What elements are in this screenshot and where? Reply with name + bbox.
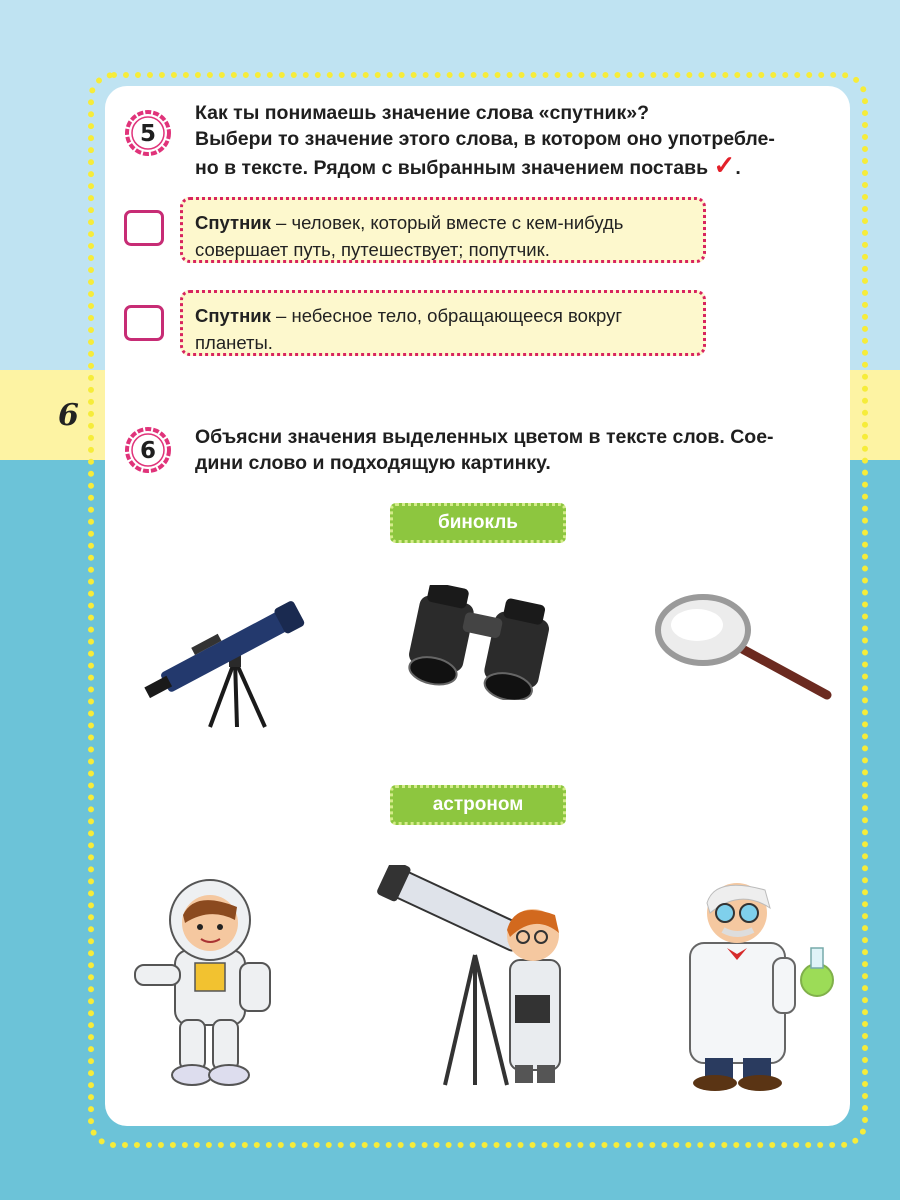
number-badge-icon [123,108,173,158]
task-6-number: 6 [139,438,157,464]
option-1-term: Спутник [195,212,271,233]
astronomer-icon [375,865,575,1090]
task-5-line-3: но в тексте. Рядом с выбранным значением поставь ✓. [195,150,741,180]
task-5-number: 5 [139,121,157,147]
astronaut-icon [125,875,290,1090]
task-6-question [195,424,845,476]
telescope-picture[interactable] [125,585,310,730]
task-6-line-2: дини слово и подходящую картинку. [195,452,551,474]
option-1-checkbox[interactable] [124,210,164,246]
astronomer-picture[interactable] [375,865,575,1090]
option-2-checkbox[interactable] [124,305,164,341]
checkmark-icon: ✓ [713,150,736,180]
astronaut-picture[interactable] [125,875,290,1090]
option-1-definition: Спутник – человек, который вместе с кем-нибудь совершает путь, путешествует; попутчик. [180,197,706,263]
number-badge-icon [123,425,173,475]
task-6-badge [123,425,173,475]
task-5-line-2: Выбери то значение этого слова, в котором оно употребле- [195,128,775,150]
task-5-question [195,100,845,181]
option-2-term: Спутник [195,305,271,326]
task-5-badge [123,108,173,158]
task-5-line-1: Как ты понимаешь значение слова «спутник»? [195,102,650,124]
option-2-definition: Спутник – небесное тело, обращающееся вокруг планеты. [180,290,706,356]
task-6-line-1: Объясни значения выделенных цветом в тексте слов. Сое- [195,426,774,448]
binoculars-picture[interactable] [405,585,555,700]
scientist-picture[interactable] [665,868,840,1093]
word-label-astronomer[interactable]: астроном [390,785,566,825]
telescope-icon [125,585,310,730]
magnifying-glass-picture[interactable] [655,590,835,705]
magnifying-glass-icon [655,590,835,705]
binoculars-icon [405,585,555,700]
word-label-binoculars[interactable]: бинокль [390,503,566,543]
scientist-icon [665,868,840,1093]
page-number: 6 [58,398,79,433]
